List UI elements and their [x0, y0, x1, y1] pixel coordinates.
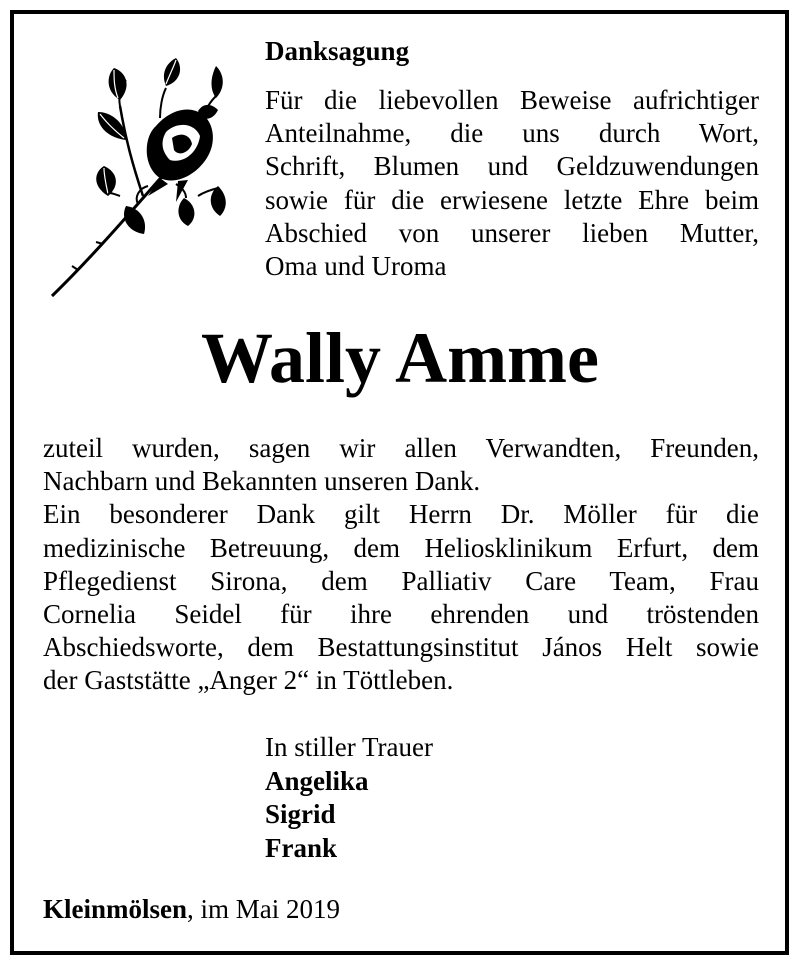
body-line: Pflegedienst Sirona, dem Palliativ Care Team, Frau — [43, 565, 759, 596]
rose-icon — [48, 56, 228, 301]
intro-line: Schrift, Blumen und Geldzuwendungen — [265, 151, 759, 182]
body-paragraph — [43, 432, 759, 698]
body-line: Ein besonderer Dank gilt Herrn Dr. Möller für die — [43, 499, 759, 530]
body-line: medizinische Betreuung, dem Heliosklinikum Erfurt, dem — [43, 532, 759, 563]
body-line: der Gaststätte „Anger 2“ in Töttleben. — [43, 665, 454, 696]
mourner-name: Sigrid — [265, 799, 336, 829]
intro-paragraph — [265, 84, 759, 283]
place-date — [43, 893, 340, 925]
body-line: Cornelia Seidel für ihre ehrenden und tröstenden — [43, 599, 759, 630]
mourner-name: Frank — [265, 832, 338, 863]
intro-line: Anteilnahme, die uns durch Wort, — [265, 118, 759, 149]
body-line: Nachbarn und Bekannten unseren Dank. — [43, 466, 481, 497]
place-name: Kleinmölsen — [43, 894, 188, 924]
date-text: , im Mai 2019 — [187, 894, 341, 924]
intro-line: Für die liebevollen Beweise aufrichtiger — [265, 85, 759, 115]
intro-line: Oma und Uroma — [265, 251, 447, 282]
mourner-name: Angelika — [265, 765, 369, 796]
intro-line: Abschied von unserer lieben Mutter, — [265, 217, 759, 248]
body-line: Abschiedsworte, dem Bestattungsinstitut János Helt sowie — [43, 632, 759, 663]
heading: Danksagung — [265, 36, 410, 66]
intro-line: sowie für die erwiesene letzte Ehre beim — [265, 184, 759, 215]
signoff — [265, 731, 433, 865]
signoff-line: In stiller Trauer — [265, 732, 433, 762]
body-line: zuteil wurden, sagen wir allen Verwandten, Freunden, — [43, 433, 759, 463]
deceased-name: Wally Amme — [201, 318, 599, 398]
